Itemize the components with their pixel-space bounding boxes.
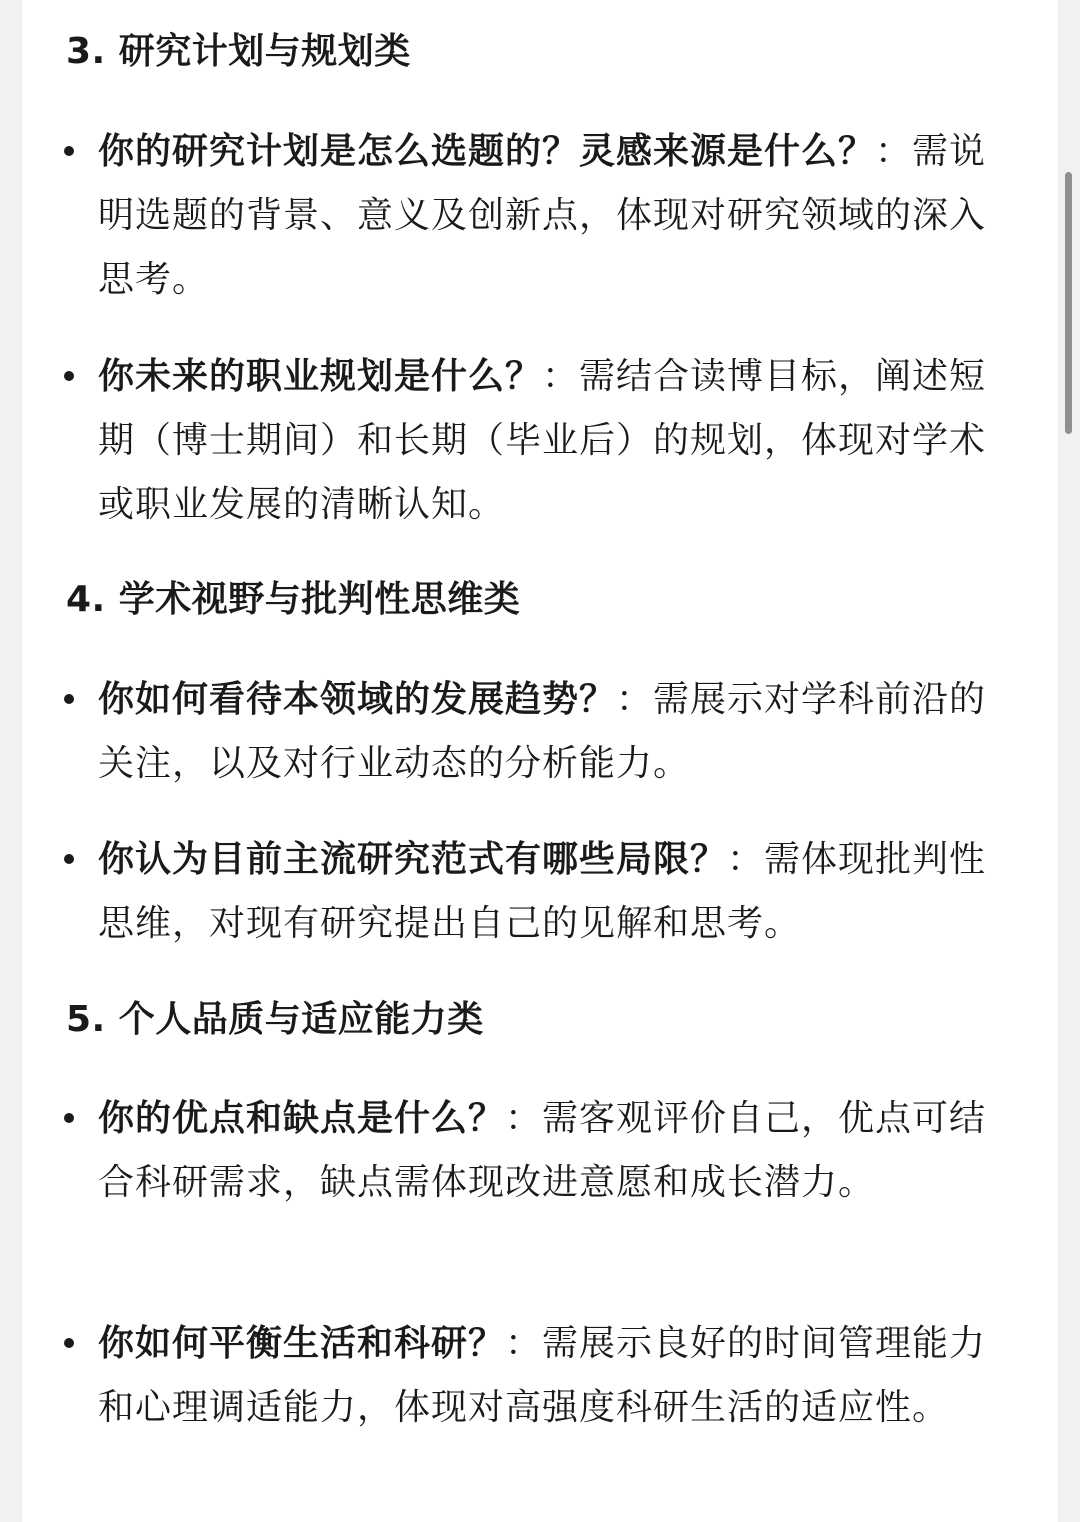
section-heading-4: 4. 学术视野与批判性思维类 bbox=[66, 579, 521, 620]
section-heading-3: 3. 研究计划与规划类 bbox=[66, 31, 411, 72]
list-item bbox=[54, 1087, 994, 1215]
separator: ： bbox=[505, 1323, 543, 1364]
answer-text: 需体现批判性思维，对现有研究提出自己的见解和思考。 bbox=[98, 839, 987, 944]
question-text: 你未来的职业规划是什么？ bbox=[98, 356, 543, 397]
list-item bbox=[54, 1312, 994, 1440]
list-item bbox=[54, 668, 994, 796]
article-content bbox=[22, 0, 1058, 1522]
separator: ： bbox=[616, 679, 654, 720]
item-text bbox=[98, 1312, 994, 1440]
item-text bbox=[98, 345, 994, 537]
item-text bbox=[98, 1087, 994, 1215]
answer-text: 需说明选题的背景、意义及创新点，体现对研究领域的深入思考。 bbox=[98, 131, 987, 300]
question-text: 你如何平衡生活和科研？ bbox=[98, 1323, 506, 1364]
item-text bbox=[98, 668, 994, 796]
separator: ： bbox=[875, 131, 913, 172]
item-text bbox=[98, 828, 994, 956]
answer-text: 需展示良好的时间管理能力和心理调适能力，体现对高强度科研生活的适应性。 bbox=[98, 1323, 987, 1428]
item-text bbox=[98, 120, 994, 312]
right-margin bbox=[1058, 0, 1080, 1522]
bullet-icon bbox=[64, 146, 74, 156]
bullet-icon bbox=[64, 854, 74, 864]
bullet-icon bbox=[64, 1113, 74, 1123]
bullet-icon bbox=[64, 371, 74, 381]
section-heading-5: 5. 个人品质与适应能力类 bbox=[66, 999, 484, 1040]
question-text: 你的研究计划是怎么选题的？灵感来源是什么？ bbox=[98, 131, 876, 172]
bullet-icon bbox=[64, 1338, 74, 1348]
answer-text: 需展示对学科前沿的关注，以及对行业动态的分析能力。 bbox=[98, 679, 987, 784]
scrollbar-thumb[interactable] bbox=[1065, 172, 1072, 434]
list-item bbox=[54, 828, 994, 956]
question-text: 你认为目前主流研究范式有哪些局限？ bbox=[98, 839, 728, 880]
left-margin bbox=[0, 0, 22, 1522]
question-text: 你的优点和缺点是什么？ bbox=[98, 1098, 506, 1139]
answer-text: 需结合读博目标，阐述短期（博士期间）和长期（毕业后）的规划，体现对学术或职业发展的清晰认知。 bbox=[98, 356, 987, 525]
answer-text: 需客观评价自己，优点可结合科研需求，缺点需体现改进意愿和成长潜力。 bbox=[98, 1098, 987, 1203]
separator: ： bbox=[542, 356, 580, 397]
list-item bbox=[54, 345, 994, 537]
bullet-icon bbox=[64, 694, 74, 704]
separator: ： bbox=[505, 1098, 543, 1139]
question-text: 你如何看待本领域的发展趋势？ bbox=[98, 679, 617, 720]
list-item bbox=[54, 120, 994, 312]
separator: ： bbox=[727, 839, 765, 880]
